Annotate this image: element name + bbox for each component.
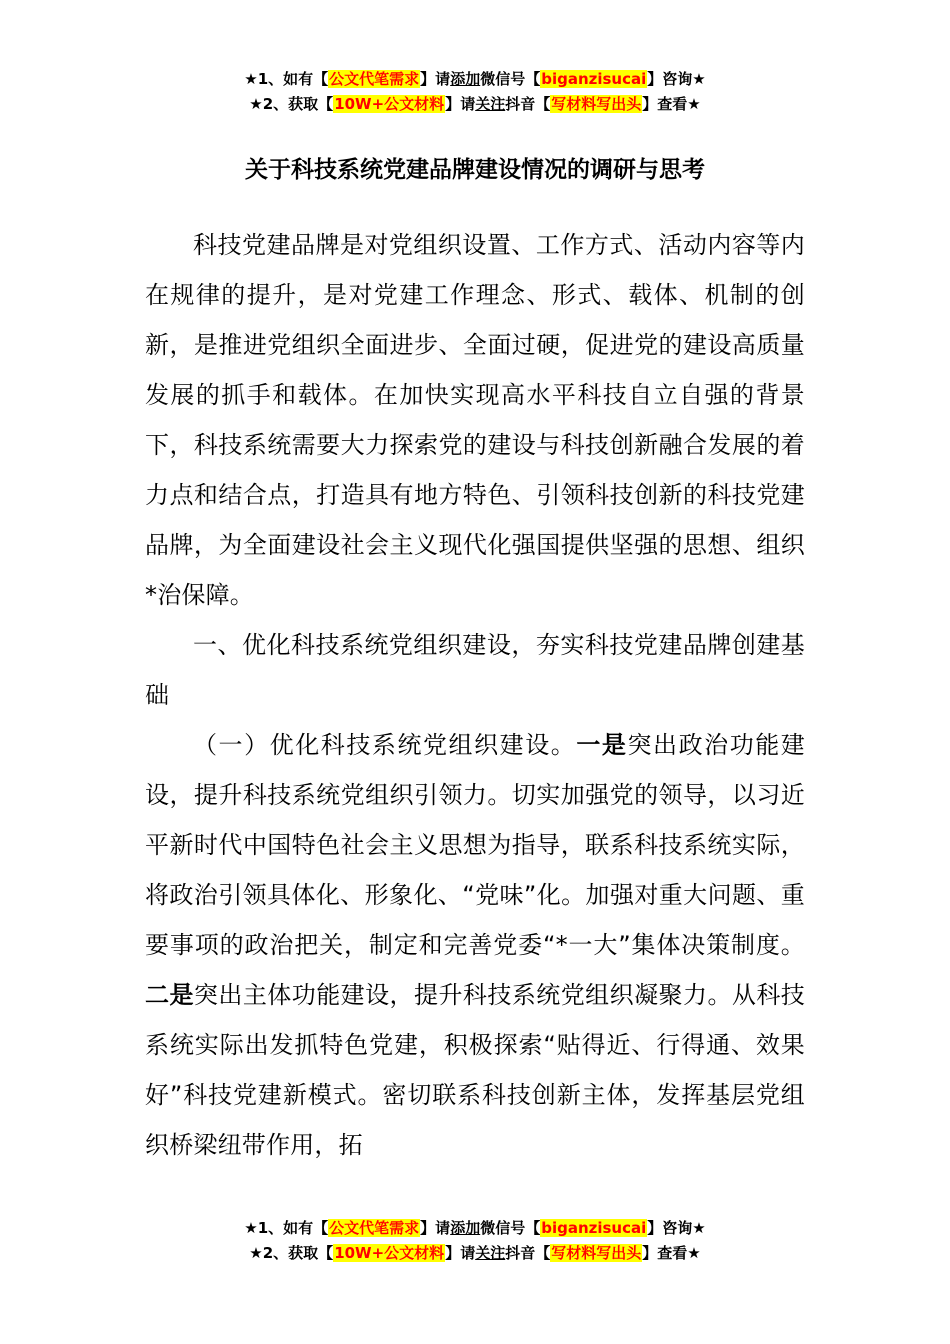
bold-marker: 二是 [145,981,194,1009]
paragraph-text: 突出主体功能建设，提升科技系统党组织凝聚力。从科技系统实际出发抓特色党建，积极探索“贴得近、行得通、效果好”科技党建新模式。密切联系科技创新主体，发挥基层党组织桥梁纽带作用，拓 [145,981,806,1159]
paragraph-intro: 科技党建品牌是对党组织设置、工作方式、活动内容等内在规律的提升，是对党建工作理念、形式、载体、机制的创新，是推进党组织全面进步、全面过硬，促进党的建设高质量发展的抓手和载体。在加快实现高水平科技自立自强的背景下，科技系统需要大力探索党的建设与科技创新融合发展的着力点和结合点，打造具有地方特色、引领科技创新的科技党建品牌，为全面建设社会主义现代化强国提供坚强的思想、组织*治保障。 [145,231,805,609]
banner-highlight: 10W+公文材料 [334,95,445,113]
banner-text: 】请 [420,70,451,88]
banner-text: 】咨询★ [647,1219,706,1237]
banner-text: 】请 [420,1219,451,1237]
banner-text: 】请 [445,1244,476,1262]
banner-text: ★2、获取【 [249,95,334,113]
section-heading-1: 一、优化科技系统党组织建设，夯实科技党建品牌创建基础 [145,631,805,709]
banner-line-2 [0,92,950,117]
banner-text: ★2、获取【 [249,1244,334,1262]
paragraph-section-1-1 [145,720,805,1170]
banner-underlined: 添加 [450,70,481,88]
banner-text: ★1、如有【 [244,1219,329,1237]
banner-text: 微信号【 [480,70,541,88]
document-body [145,220,805,1170]
douyin-highlight: 写材料写出头 [551,1244,642,1262]
document-title: 关于科技系统党建品牌建设情况的调研与思考 [245,157,705,183]
banner-text: ★1、如有【 [244,70,329,88]
banner-line-1 [0,67,950,92]
footer-banner [0,1216,950,1266]
banner-line-1 [0,1216,950,1241]
banner-line-2 [0,1241,950,1266]
wechat-id-highlight: biganzisucai [541,70,647,88]
paragraph-text: （一）优化科技系统党组织建设。 [193,731,577,759]
banner-text: 抖音【 [505,95,551,113]
bold-marker: 一是 [576,731,628,759]
banner-text: 】查看★ [642,95,701,113]
banner-text: 微信号【 [480,1219,541,1237]
banner-highlight: 公文代笔需求 [329,70,420,88]
banner-underlined: 添加 [450,1219,481,1237]
banner-highlight: 公文代笔需求 [329,1219,420,1237]
banner-underlined: 关注 [475,1244,506,1262]
douyin-highlight: 写材料写出头 [551,95,642,113]
banner-text: 】查看★ [642,1244,701,1262]
header-banner [0,67,950,117]
banner-highlight: 10W+公文材料 [334,1244,445,1262]
banner-text: 】咨询★ [647,70,706,88]
banner-text: 抖音【 [505,1244,551,1262]
banner-text: 】请 [445,95,476,113]
paragraph-text: 突出政治功能建设，提升科技系统党组织引领力。切实加强党的领导，以习近平新时代中国特色社会主义思想为指导，联系科技系统实际，将政治引领具体化、形象化、“党味”化。加强对重大问题、重要事项的政治把关，制定和完善党委“*一大”集体决策制度。 [145,731,806,959]
banner-underlined: 关注 [475,95,506,113]
wechat-id-highlight: biganzisucai [541,1219,647,1237]
